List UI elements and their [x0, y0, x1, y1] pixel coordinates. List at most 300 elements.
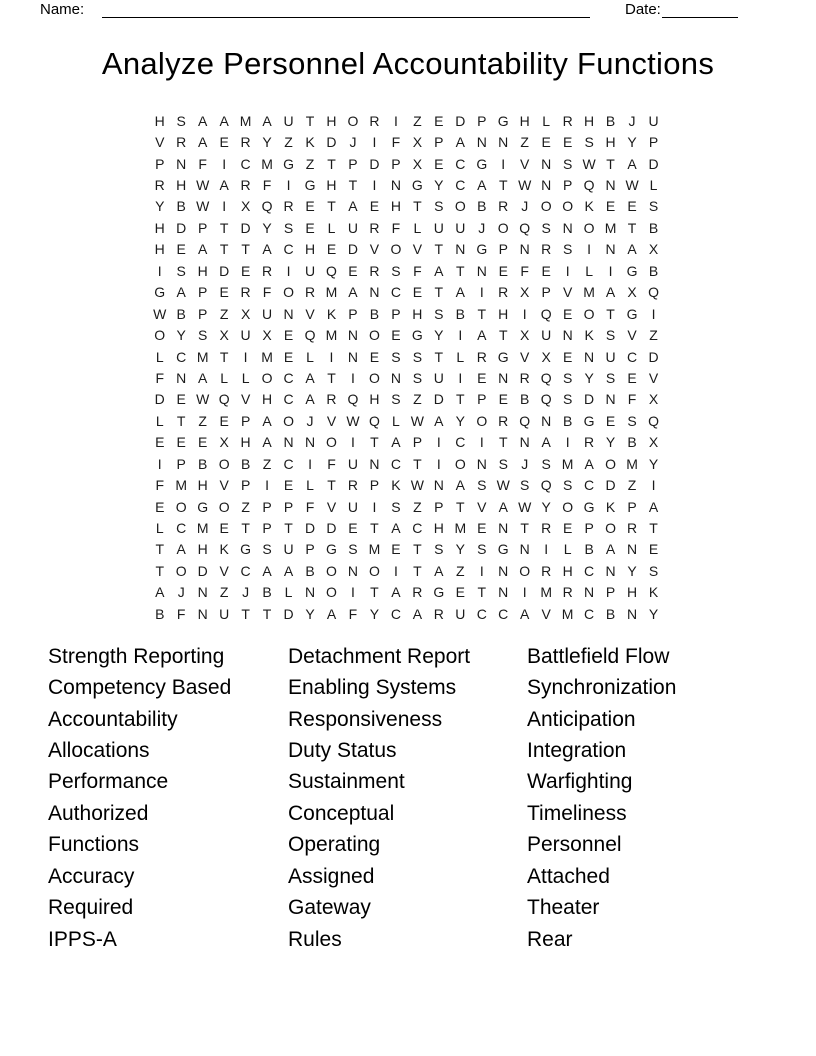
grid-letter: Y [648, 605, 659, 622]
grid-letter: R [433, 605, 444, 622]
grid-letter: X [240, 198, 251, 215]
grid-letter: J [242, 584, 250, 601]
grid-letter: B [562, 412, 573, 429]
grid-letter: F [327, 455, 336, 472]
grid-letter: A [219, 112, 229, 129]
grid-letter: W [410, 477, 424, 494]
grid-letter: E [198, 434, 208, 451]
grid-letter: I [651, 477, 656, 494]
word-list-item: Authorized [48, 801, 149, 825]
grid-letter: H [519, 112, 530, 129]
grid-letter: B [455, 305, 465, 322]
grid-letter: K [648, 584, 659, 601]
grid-letter: B [648, 219, 659, 236]
grid-letter: R [240, 177, 251, 194]
grid-letter: F [198, 155, 207, 172]
grid-letter: Z [456, 562, 465, 579]
grid-letter: E [412, 284, 423, 301]
grid-letter: K [391, 477, 401, 494]
grid-letter: I [501, 155, 506, 172]
grid-letter: Q [540, 305, 552, 322]
grid-letter: Q [519, 219, 531, 236]
grid-letter: Z [305, 155, 315, 172]
grid-letter: B [369, 305, 380, 322]
grid-letter: A [262, 434, 272, 451]
grid-letter: X [648, 241, 659, 258]
grid-letter: E [176, 434, 186, 451]
grid-letter: W [196, 177, 210, 194]
grid-letter: T [155, 562, 165, 579]
grid-letter: T [606, 155, 615, 172]
grid-letter: I [351, 369, 355, 386]
grid-letter: N [605, 241, 616, 258]
grid-letter: O [454, 455, 466, 472]
grid-letter: Y [176, 327, 186, 344]
grid-letter: R [262, 262, 273, 279]
grid-letter: S [283, 219, 294, 236]
grid-letter: P [155, 155, 165, 172]
grid-letter: P [348, 305, 358, 322]
grid-letter: G [626, 262, 638, 279]
grid-letter: O [218, 498, 230, 515]
word-list-item: Performance [48, 770, 169, 794]
grid-letter: P [391, 305, 401, 322]
grid-letter: D [648, 348, 659, 365]
grid-letter: W [518, 498, 532, 515]
grid-letter: T [627, 219, 637, 236]
grid-letter: S [648, 562, 659, 579]
grid-letter: W [153, 305, 167, 322]
grid-letter: T [606, 305, 615, 322]
grid-letter: Q [648, 284, 659, 301]
grid-letter: E [369, 348, 380, 365]
grid-letter: R [369, 112, 380, 129]
grid-letter: N [304, 434, 316, 451]
grid-letter: D [176, 219, 187, 236]
grid-letter: T [413, 562, 422, 579]
grid-letter: T [327, 155, 336, 172]
grid-letter: O [347, 112, 359, 129]
grid-letter: W [582, 155, 596, 172]
grid-letter: N [584, 348, 595, 365]
grid-letter: O [583, 219, 595, 236]
grid-letter: D [304, 520, 316, 537]
grid-letter: X [412, 134, 423, 151]
word-list-item: Rules [288, 927, 342, 951]
grid-letter: Q [368, 412, 380, 429]
grid-letter: G [154, 284, 166, 301]
grid-letter: F [176, 605, 186, 622]
grid-letter: R [369, 219, 380, 236]
grid-letter: N [562, 219, 573, 236]
grid-letter: M [454, 520, 467, 537]
grid-letter: P [262, 520, 272, 537]
grid-letter: F [627, 391, 637, 408]
grid-letter: W [496, 477, 510, 494]
grid-letter: L [649, 177, 658, 194]
grid-letter: E [562, 348, 573, 365]
grid-letter: P [240, 412, 251, 429]
grid-letter: Q [218, 391, 230, 408]
grid-letter: R [154, 177, 165, 194]
grid-letter: Q [304, 327, 316, 344]
grid-letter: A [198, 241, 208, 258]
grid-letter: M [196, 520, 209, 537]
word-list-item: Personnel [527, 833, 622, 857]
grid-letter: T [498, 327, 508, 344]
grid-letter: S [434, 541, 444, 558]
grid-letter: P [605, 584, 616, 601]
grid-letter: K [305, 134, 315, 151]
grid-letter: Z [241, 498, 250, 515]
grid-letter: T [477, 305, 487, 322]
grid-letter: I [286, 262, 291, 279]
grid-letter: W [346, 412, 360, 429]
grid-letter: P [240, 477, 251, 494]
grid-letter: X [219, 434, 229, 451]
grid-letter: S [198, 327, 208, 344]
grid-letter: V [520, 348, 530, 365]
grid-letter: V [155, 134, 165, 151]
grid-letter: T [456, 391, 465, 408]
grid-letter: U [605, 348, 616, 365]
grid-letter: I [479, 284, 484, 301]
grid-letter: E [348, 262, 358, 279]
grid-letter: E [219, 284, 229, 301]
grid-letter: S [477, 477, 487, 494]
grid-letter: Y [155, 198, 165, 215]
word-list-item: Required [48, 896, 134, 920]
grid-letter: J [478, 219, 486, 236]
word-list-item: Anticipation [527, 707, 636, 731]
grid-letter: Y [627, 562, 637, 579]
grid-letter: V [412, 241, 423, 258]
grid-letter: B [305, 562, 315, 579]
grid-letter: E [562, 305, 573, 322]
grid-letter: O [154, 327, 166, 344]
grid-letter: Q [519, 412, 531, 429]
grid-letter: J [521, 198, 529, 215]
grid-letter: O [368, 327, 380, 344]
grid-letter: L [327, 219, 336, 236]
word-list-item: Accuracy [48, 864, 135, 888]
grid-letter: R [498, 412, 509, 429]
grid-letter: M [261, 155, 273, 172]
grid-letter: G [240, 541, 252, 558]
grid-letter: Y [369, 605, 380, 622]
grid-letter: C [390, 605, 401, 622]
grid-letter: A [348, 284, 358, 301]
grid-letter: O [562, 198, 574, 215]
grid-letter: I [286, 177, 291, 194]
grid-letter: T [327, 369, 336, 386]
grid-letter: O [476, 412, 488, 429]
grid-letter: G [497, 541, 509, 558]
word-list-item: Synchronization [527, 676, 677, 700]
grid-letter: V [562, 284, 573, 301]
grid-letter: S [391, 391, 401, 408]
grid-letter: Y [262, 134, 272, 151]
grid-letter: H [626, 584, 638, 601]
grid-letter: D [605, 477, 616, 494]
grid-letter: O [454, 198, 466, 215]
grid-letter: N [626, 541, 638, 558]
grid-letter: T [649, 520, 658, 537]
grid-letter: R [412, 584, 423, 601]
date-label: Date: [625, 1, 661, 18]
grid-letter: Z [219, 305, 229, 322]
grid-letter: S [477, 541, 487, 558]
grid-letter: A [627, 241, 637, 258]
grid-letter: U [648, 112, 659, 129]
grid-letter: D [240, 219, 251, 236]
grid-letter: U [283, 112, 294, 129]
grid-letter: A [455, 284, 465, 301]
grid-letter: A [198, 112, 208, 129]
grid-letter: T [176, 412, 186, 429]
grid-letter: V [219, 562, 229, 579]
grid-letter: O [540, 198, 552, 215]
grid-letter: S [412, 369, 423, 386]
grid-letter: I [565, 262, 570, 279]
word-list-item: IPPS-A [48, 927, 117, 951]
grid-letter: X [240, 305, 251, 322]
grid-letter: E [283, 327, 294, 344]
grid-letter: T [413, 541, 422, 558]
grid-letter: T [456, 498, 465, 515]
grid-letter: C [626, 348, 638, 365]
grid-letter: X [520, 327, 530, 344]
grid-letter: R [283, 198, 294, 215]
grid-letter: A [520, 605, 530, 622]
grid-letter: P [562, 177, 573, 194]
grid-letter: Z [413, 391, 422, 408]
grid-letter: C [283, 391, 294, 408]
grid-letter: Y [262, 219, 272, 236]
grid-letter: H [369, 391, 380, 408]
word-list-item: Integration [527, 739, 627, 763]
grid-letter: H [498, 305, 509, 322]
grid-letter: H [197, 477, 208, 494]
grid-letter: T [413, 198, 422, 215]
grid-letter: H [262, 391, 273, 408]
grid-letter: N [176, 155, 187, 172]
grid-letter: G [583, 498, 595, 515]
word-list-item: Assigned [288, 864, 375, 888]
grid-letter: V [326, 498, 337, 515]
grid-letter: H [176, 177, 187, 194]
grid-letter: M [583, 284, 595, 301]
grid-letter: F [391, 219, 401, 236]
grid-letter: N [390, 369, 401, 386]
grid-letter: Y [584, 369, 594, 386]
grid-letter: G [304, 177, 316, 194]
grid-letter: H [605, 134, 616, 151]
grid-letter: O [283, 412, 294, 429]
grid-letter: Y [648, 455, 659, 472]
grid-letter: E [434, 155, 444, 172]
word-list-item: Duty Status [288, 739, 397, 763]
grid-letter: R [498, 284, 509, 301]
grid-letter: M [175, 477, 188, 494]
grid-letter: I [544, 541, 549, 558]
grid-letter: T [370, 434, 379, 451]
grid-letter: E [627, 198, 637, 215]
grid-letter: F [520, 262, 529, 279]
grid-letter: X [520, 284, 530, 301]
grid-letter: L [155, 412, 164, 429]
grid-letter: C [283, 369, 294, 386]
grid-letter: Z [262, 455, 272, 472]
grid-letter: G [497, 112, 509, 129]
grid-letter: E [605, 198, 616, 215]
grid-letter: H [304, 241, 316, 258]
grid-letter: N [176, 369, 187, 386]
grid-letter: O [497, 219, 509, 236]
grid-letter: P [477, 112, 487, 129]
grid-letter: H [240, 434, 251, 451]
grid-letter: P [648, 134, 659, 151]
grid-letter: N [562, 327, 573, 344]
grid-letter: A [455, 477, 465, 494]
grid-letter: K [219, 541, 229, 558]
grid-letter: N [519, 241, 530, 258]
grid-letter: U [347, 498, 359, 515]
grid-letter: B [584, 541, 594, 558]
grid-letter: F [155, 369, 165, 386]
grid-letter: W [196, 198, 210, 215]
grid-letter: E [541, 134, 551, 151]
grid-letter: I [393, 112, 398, 129]
word-list-column-1 [48, 641, 231, 955]
grid-letter: C [390, 284, 401, 301]
grid-letter: Y [305, 605, 315, 622]
word-list-item: Gateway [288, 896, 371, 920]
grid-letter: S [391, 348, 401, 365]
grid-letter: G [497, 348, 509, 365]
grid-letter: G [583, 412, 595, 429]
grid-letter: E [391, 541, 401, 558]
grid-letter: O [583, 305, 595, 322]
grid-letter: O [326, 434, 337, 451]
date-input-line [662, 0, 738, 18]
grid-letter: I [436, 455, 441, 472]
grid-letter: F [348, 605, 358, 622]
grid-letter: R [562, 584, 573, 601]
grid-letter: T [477, 584, 487, 601]
grid-letter: C [498, 605, 509, 622]
grid-letter: E [648, 541, 659, 558]
grid-letter: M [561, 455, 574, 472]
grid-letter: I [522, 305, 527, 322]
grid-letter: R [476, 348, 487, 365]
grid-letter: O [562, 498, 574, 515]
grid-letter: X [412, 155, 423, 172]
grid-letter: A [262, 112, 272, 129]
grid-letter: M [604, 219, 617, 236]
grid-letter: N [197, 584, 208, 601]
grid-letter: D [584, 391, 595, 408]
grid-letter: N [455, 241, 466, 258]
grid-letter: V [648, 369, 659, 386]
grid-letter: E [434, 112, 444, 129]
grid-letter: P [262, 498, 272, 515]
word-list-item: Operating [288, 833, 381, 857]
grid-letter: N [283, 434, 294, 451]
grid-letter: O [326, 584, 337, 601]
grid-letter: R [541, 241, 552, 258]
grid-letter: J [628, 112, 636, 129]
grid-letter: D [197, 562, 208, 579]
grid-letter: B [627, 434, 637, 451]
grid-letter: A [262, 241, 272, 258]
name-input-line [102, 0, 590, 18]
grid-letter: C [390, 455, 401, 472]
grid-letter: D [154, 391, 165, 408]
grid-letter: C [455, 434, 466, 451]
grid-letter: B [240, 455, 251, 472]
grid-letter: Z [219, 584, 229, 601]
grid-letter: V [477, 498, 487, 515]
grid-letter: H [154, 241, 165, 258]
grid-letter: L [306, 348, 314, 365]
grid-letter: E [605, 412, 616, 429]
grid-letter: A [391, 520, 401, 537]
grid-letter: U [304, 262, 316, 279]
grid-letter: N [584, 584, 595, 601]
grid-letter: P [283, 498, 294, 515]
grid-letter: I [608, 262, 613, 279]
grid-letter: A [541, 434, 551, 451]
grid-letter: E [498, 391, 508, 408]
grid-letter: I [372, 498, 377, 515]
grid-letter: E [562, 134, 573, 151]
grid-letter: E [391, 327, 401, 344]
grid-letter: P [627, 498, 637, 515]
grid-letter: T [219, 241, 229, 258]
grid-letter: D [347, 241, 359, 258]
grid-letter: I [372, 134, 377, 151]
grid-letter: B [155, 605, 165, 622]
grid-letter: B [520, 391, 530, 408]
grid-letter: E [283, 477, 294, 494]
grid-letter: O [175, 498, 187, 515]
grid-letter: K [605, 498, 616, 515]
grid-letter: T [413, 455, 422, 472]
grid-letter: N [347, 348, 359, 365]
word-list-item: Conceptual [288, 801, 395, 825]
grid-letter: M [196, 348, 209, 365]
grid-letter: Q [540, 369, 552, 386]
grid-letter: I [329, 348, 334, 365]
grid-letter: V [305, 305, 315, 322]
grid-letter: S [262, 541, 272, 558]
grid-letter: T [348, 177, 358, 194]
grid-letter: P [198, 219, 208, 236]
grid-letter: O [218, 455, 230, 472]
grid-letter: D [433, 391, 444, 408]
grid-letter: E [369, 198, 380, 215]
grid-letter: W [518, 177, 532, 194]
grid-letter: E [455, 584, 465, 601]
grid-letter: Q [540, 477, 552, 494]
grid-letter: Y [605, 434, 616, 451]
grid-letter: C [584, 605, 595, 622]
grid-letter: X [648, 391, 659, 408]
grid-letter: N [541, 177, 552, 194]
grid-letter: M [626, 455, 638, 472]
grid-letter: E [348, 520, 358, 537]
